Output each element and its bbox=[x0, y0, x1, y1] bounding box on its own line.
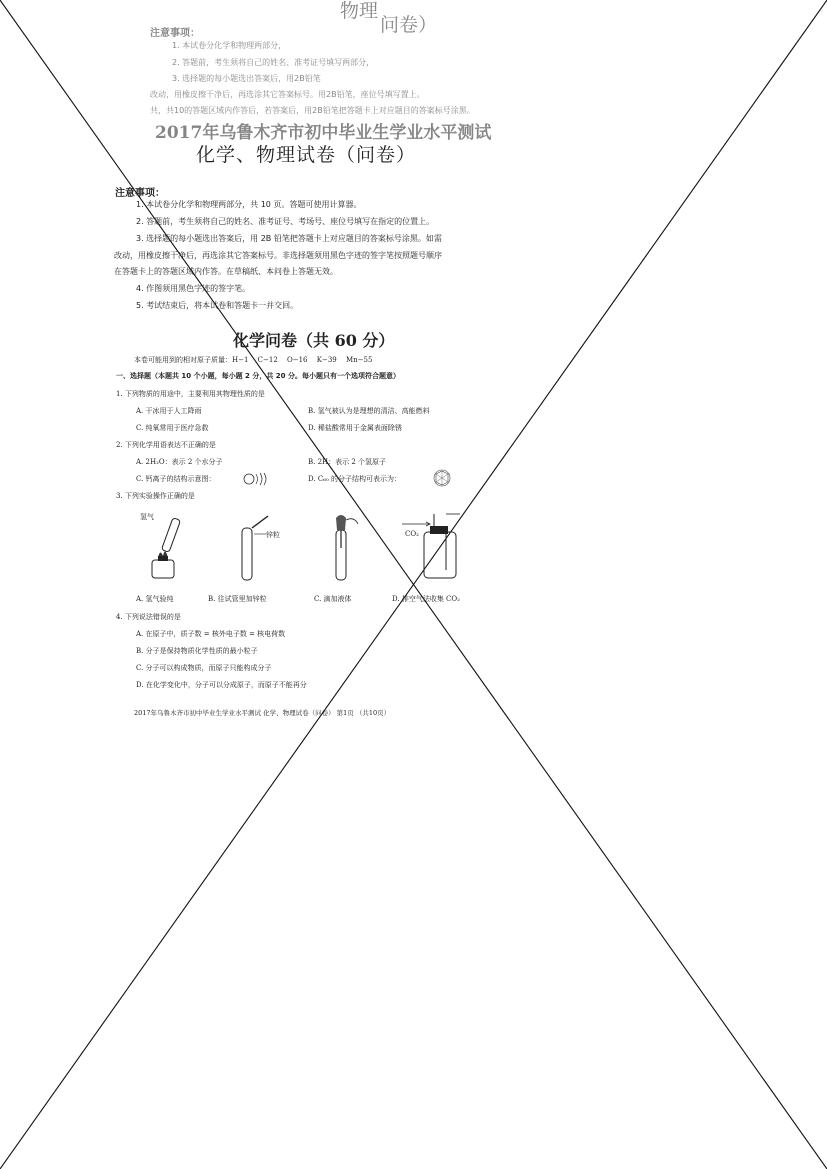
ghost-title-suffix: 问卷） bbox=[380, 14, 438, 36]
ghost-line: 共，共10的答题区域内作答后，若答案后，用2B铅笔把答题卡上对应题目的答案标号涂黑。 bbox=[150, 106, 475, 115]
apparatus-figures bbox=[140, 510, 500, 585]
part-one-heading: 一、选择题（本题共 10 个小题，每小题 2 分，共 20 分。每小题只有一个选项符合题意） bbox=[116, 372, 400, 380]
figure-d-gas-bottle bbox=[402, 514, 460, 578]
notice-item: 改动，用橡皮擦干净后，再选涂其它答案标号。非选择题须用黑色字迹的签字笔按照题号顺序 bbox=[114, 251, 442, 260]
figure-label-co2: CO₂ bbox=[405, 530, 419, 538]
exam-title: 2017年乌鲁木齐市初中毕业生学业水平测试 bbox=[155, 123, 492, 143]
question-option: B. 氢气被认为是理想的清洁、高能燃料 bbox=[308, 407, 430, 415]
notice-item: 3. 选择题的每小题选出答案后，用 2B 铅笔把答题卡上对应题目的答案标号涂黑。如需 bbox=[136, 234, 442, 243]
ghost-notice-heading: 注意事项： bbox=[150, 28, 200, 39]
notice-item: 2. 答题前，考生须将自己的姓名、准考证号、考场号、座位号填写在指定的位置上。 bbox=[136, 217, 435, 226]
question-option: B. 2H：表示 2 个氢原子 bbox=[308, 458, 387, 466]
ghost-line: 2. 答题前，考生须将自己的姓名、准考证号填写两部分， bbox=[172, 58, 375, 67]
figure-label-zinc: 锌粒 bbox=[266, 531, 280, 539]
question-option: C. 分子可以构成物质，而原子只能构成分子 bbox=[136, 664, 272, 672]
question-stem: 1. 下列物质的用途中，主要利用其物理性质的是 bbox=[116, 390, 265, 398]
question-option: A. 在原子中，质子数 = 核外电子数 = 核电荷数 bbox=[136, 630, 286, 638]
atomic-masses: 本卷可能用到的相对原子质量：H−1 C−12 O−16 K−39 Mn−55 bbox=[134, 356, 373, 364]
ghost-line: 改动，用橡皮擦干净后，再选涂其它答案标号。用2B铅笔，座位号填写置上。 bbox=[150, 90, 425, 99]
page-footer: 2017年乌鲁木齐市初中毕业生学业水平测试 化学、物理试卷（问卷） 第1页 （共10页） bbox=[134, 709, 391, 717]
question-option: D. 排空气法收集 CO₂ bbox=[392, 595, 460, 603]
figure-label-hydrogen: 氢气 bbox=[140, 513, 154, 521]
question-option: B. 分子是保持物质化学性质的最小粒子 bbox=[136, 647, 258, 655]
notice-item: 5. 考试结束后，将本试卷和答题卡一并交回。 bbox=[136, 301, 299, 310]
ghost-title-fragment: 物理 bbox=[340, 0, 379, 22]
question-option: C. 纯氧常用于医疗急救 bbox=[136, 424, 209, 432]
figure-b-zinc-tube bbox=[242, 516, 268, 580]
calcium-ion-diagram bbox=[242, 472, 272, 486]
question-stem: 4. 下列说法错误的是 bbox=[116, 613, 181, 621]
ghost-line: 1. 本试卷分化学和物理两部分， bbox=[172, 41, 287, 50]
question-stem: 2. 下列化学用语表达不正确的是 bbox=[116, 441, 216, 449]
section-title: 化学问卷（共 60 分） bbox=[233, 331, 395, 350]
page-subtitle: 化学、物理试卷（问卷） bbox=[196, 144, 417, 166]
notice-item: 4. 作图须用黑色字迹的签字笔。 bbox=[136, 284, 251, 293]
question-stem: 3. 下列实验操作正确的是 bbox=[116, 492, 195, 500]
figure-a-hydrogen-test bbox=[152, 518, 181, 578]
question-option: B. 往试管里加锌粒 bbox=[208, 595, 267, 603]
question-option: A. 2H₂O：表示 2 个水分子 bbox=[136, 458, 223, 466]
question-option: D. 在化学变化中，分子可以分成原子，而原子不能再分 bbox=[136, 681, 307, 689]
question-option: D. 稀盐酸常用于金属表面除锈 bbox=[308, 424, 402, 432]
question-option: C. 滴加液体 bbox=[314, 595, 352, 603]
notice-item: 在答题卡上的答题区域内作答。在草稿纸、本问卷上答题无效。 bbox=[114, 267, 338, 276]
question-option: D. C₆₀ 的分子结构可表示为： bbox=[308, 475, 402, 483]
ghost-line: 3. 选择题的每小题选出答案后，用2B铅笔 bbox=[172, 74, 321, 83]
figure-c-dropper bbox=[336, 515, 358, 580]
question-option: A. 干冰用于人工降雨 bbox=[136, 407, 202, 415]
notice-item: 1. 本试卷分化学和物理两部分，共 10 页。答题可使用计算器。 bbox=[136, 200, 362, 209]
question-option: C. 钙离子的结构示意图： bbox=[136, 475, 216, 483]
notice-heading: 注意事项： bbox=[115, 188, 165, 199]
question-option: A. 氢气验纯 bbox=[136, 595, 174, 603]
c60-molecule-icon bbox=[428, 468, 456, 488]
